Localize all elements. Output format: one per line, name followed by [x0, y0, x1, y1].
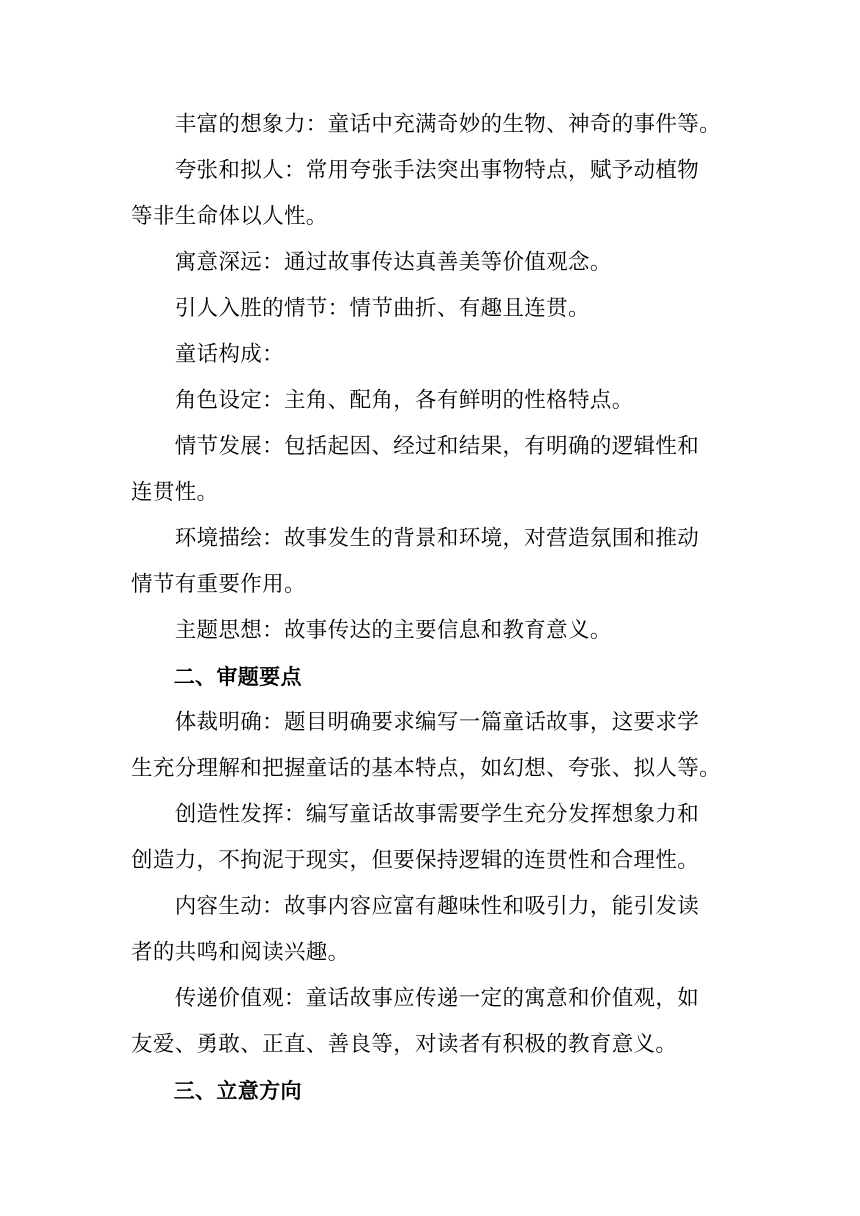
text-line: 体裁明确：题目明确要求编写一篇童话故事，这要求学 [131, 710, 700, 735]
section-heading: 二、审题要点 [131, 665, 302, 689]
text-line: 夸张和拟人：常用夸张手法突出事物特点，赋予动植物 [131, 158, 700, 183]
text-line: 连贯性。 [131, 480, 219, 505]
text-line: 引人入胜的情节：情节曲折、有趣且连贯。 [131, 296, 590, 321]
text-line: 等非生命体以人性。 [131, 204, 328, 229]
text-line: 角色设定：主角、配角，各有鲜明的性格特点。 [131, 388, 634, 413]
text-line: 内容生动：故事内容应富有趣味性和吸引力，能引发读 [131, 894, 700, 919]
section-heading: 三、立意方向 [131, 1079, 302, 1103]
text-line: 创造性发挥：编写童话故事需要学生充分发挥想象力和 [131, 802, 700, 827]
text-line: 丰富的想象力：童话中充满奇妙的生物、神奇的事件等。 [131, 112, 721, 137]
text-line: 友爱、勇敢、正直、善良等，对读者有积极的教育意义。 [131, 1032, 678, 1057]
text-line: 创造力，不拘泥于现实，但要保持逻辑的连贯性和合理性。 [131, 848, 700, 873]
text-line: 主题思想：故事传达的主要信息和教育意义。 [131, 618, 612, 643]
text-line: 环境描绘：故事发生的背景和环境，对营造氛围和推动 [131, 526, 700, 551]
text-line: 生充分理解和把握童话的基本特点，如幻想、夸张、拟人等。 [131, 756, 721, 781]
text-line: 寓意深远：通过故事传达真善美等价值观念。 [131, 250, 612, 275]
text-line: 情节有重要作用。 [131, 572, 306, 597]
text-line: 情节发展：包括起因、经过和结果，有明确的逻辑性和 [131, 434, 700, 459]
text-line: 者的共鸣和阅读兴趣。 [131, 940, 350, 965]
text-line: 传递价值观：童话故事应传递一定的寓意和价值观，如 [131, 986, 700, 1011]
text-line: 童话构成： [131, 342, 284, 367]
